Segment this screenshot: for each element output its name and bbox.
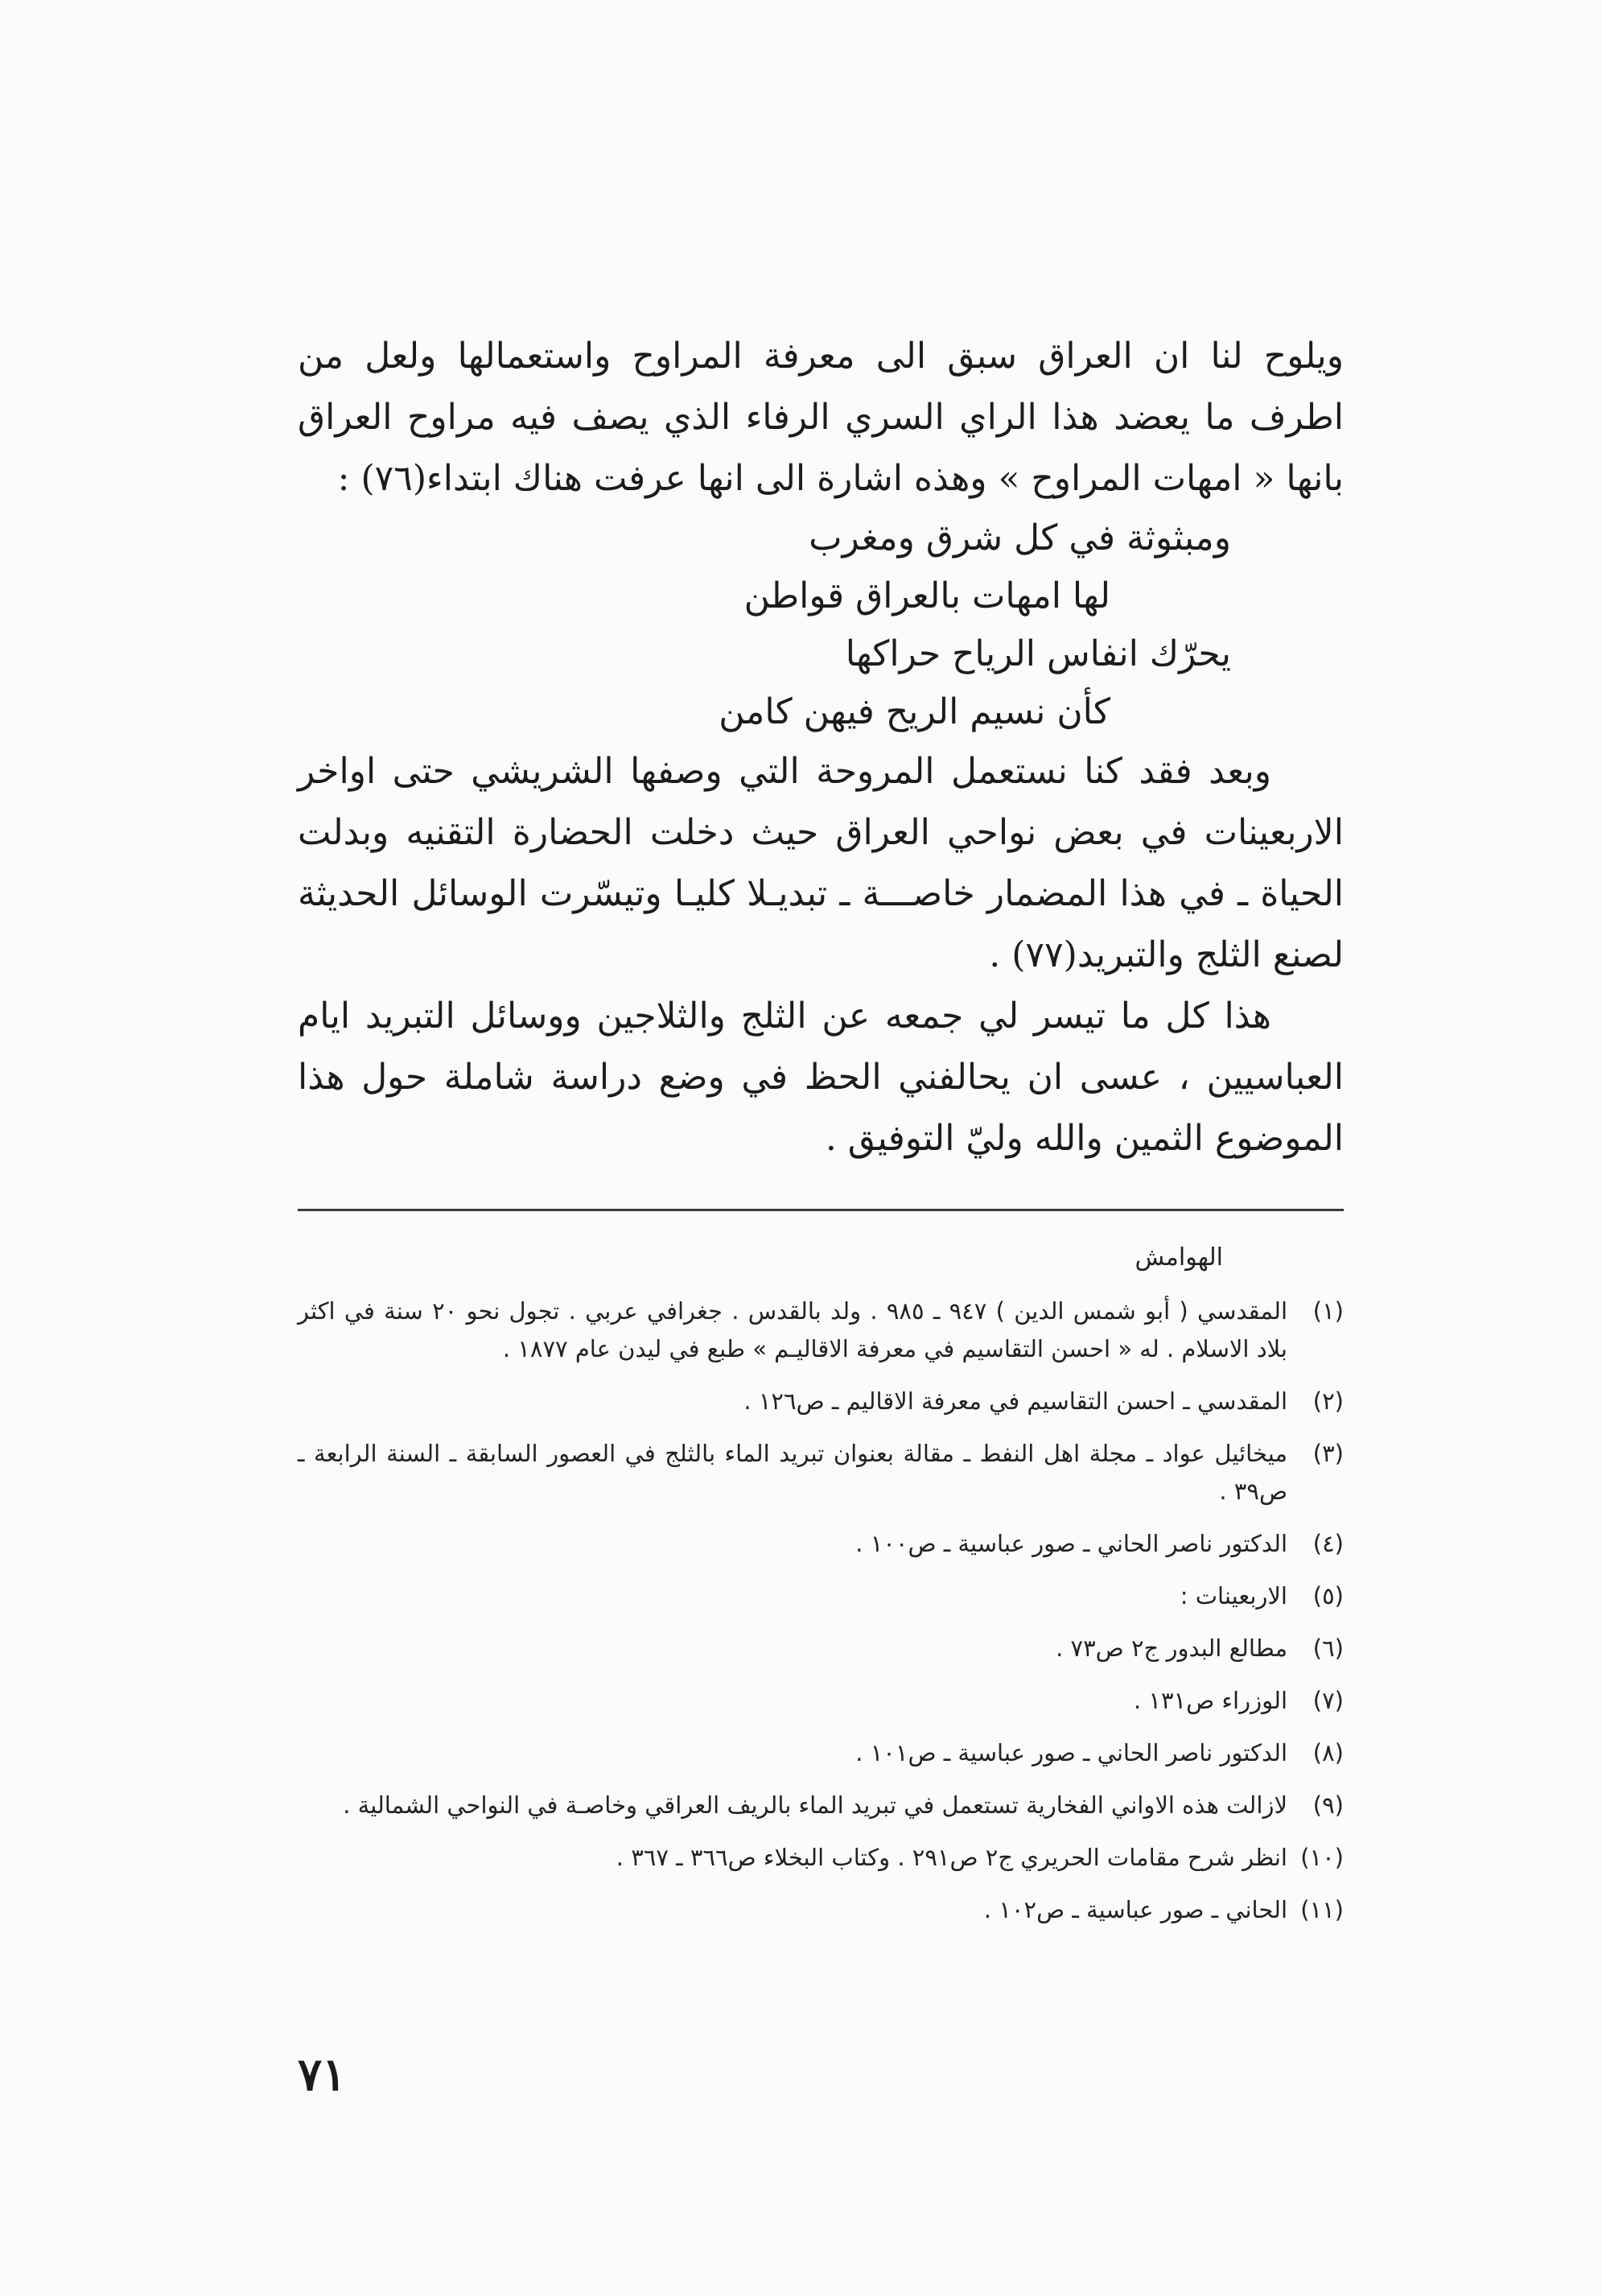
footnote xyxy=(298,1787,1344,1824)
footnote-number: (١٠) xyxy=(1300,1844,1344,1871)
footnote-text: انظر شرح مقامات الحريري ج٢ ص٢٩١ . وكتاب البخلاء ص٣٦٦ ـ ٣٦٧ . xyxy=(616,1844,1287,1871)
footnote xyxy=(298,1630,1344,1667)
footnote-text: ميخائيل عواد ـ مجلة اهل النفط ـ مقالة بعنوان تبريد الماء بالثلج في العصور السابقة ـ السنة الرابعة ـ ص٣٩ . xyxy=(298,1440,1287,1505)
footnotes xyxy=(298,1231,1344,1944)
paragraph-2: وبعد فقد كنا نستعمل المروحة التي وصفها الشريشي حتى اواخر الاربعينات في بعض نواحي العراق حيث دخلت الحضارة التقنيه وبدلت الحياة ـ في هذا المضمار خاصـــة ـ تبديـلا كليـا وتيسّرت الوسائل الحديثة لصنع الثلج والتبريد(٧٧) . xyxy=(298,751,1345,975)
footnote-text: الدكتور ناصر الحاني ـ صور عباسية ـ ص١٠١ . xyxy=(855,1739,1287,1766)
footnote-number: (٦) xyxy=(1312,1634,1344,1662)
verse-line-4: كأن نسيم الريح فيهن كامن xyxy=(719,691,1110,732)
footnote xyxy=(298,1435,1344,1511)
footnote-separator xyxy=(298,1209,1344,1211)
footnote-number: (٢) xyxy=(1312,1387,1344,1415)
footnote-number: (١١) xyxy=(1300,1896,1344,1923)
footnote xyxy=(298,1682,1344,1720)
verse-line-2: لها امهات بالعراق قواطن xyxy=(743,575,1110,616)
footnote-number: (٤) xyxy=(1312,1530,1344,1557)
footnote xyxy=(298,1577,1344,1615)
footnote-text: المقدسي ـ احسن التقاسيم في معرفة الاقاليم ـ ص١٢٦ . xyxy=(743,1387,1287,1415)
footnote-number: (٨) xyxy=(1312,1739,1344,1766)
footnote-text: لازالت هذه الاواني الفخارية تستعمل في تبريد الماء بالريف العراقي وخاصـة في النواحي الشمالية . xyxy=(343,1791,1287,1819)
verse-line-3: يحرّك انفاس الرياح حراكها xyxy=(845,633,1231,674)
paragraph-3: هذا كل ما تيسر لي جمعه عن الثلج والثلاجين ووسائل التبريد ايام العباسيين ، عسى ان يحالفني الحظ في وضع دراسة شاملة حول هذا الموضوع الثمين والله وليّ التوفيق . xyxy=(298,995,1344,1159)
footnote xyxy=(298,1839,1344,1877)
footnote-text: الوزراء ص١٣١ . xyxy=(1133,1687,1287,1714)
footnotes-title: الهوامش xyxy=(1135,1243,1223,1272)
footnote-text: المقدسي ( أبو شمس الدين ) ٩٤٧ ـ ٩٨٥ . ولد بالقدس . جغرافي عربي . تجول نحو ٢٠ سنة في اكثر بلاد الاسلام . له « احسن التقاسيم في معرفة الاقاليـم » طبع في ليدن عام ١٨٧٧ . xyxy=(298,1297,1288,1362)
page-number: ٧١ xyxy=(298,2048,347,2101)
footnote-number: (٣) xyxy=(1312,1440,1344,1467)
footnote-number: (١) xyxy=(1312,1297,1344,1325)
footnote-text: الحاني ـ صور عباسية ـ ص١٠٢ . xyxy=(983,1896,1287,1923)
verse-line-1: ومبثوثة في كل شرق ومغرب xyxy=(809,517,1231,559)
footnote-number: (٧) xyxy=(1312,1687,1344,1714)
footnote xyxy=(298,1525,1344,1563)
footnote xyxy=(298,1383,1344,1420)
paragraph-1: ويلوح لنا ان العراق سبق الى معرفة المراوح واستعمالها ولعل من اطرف ما يعضد هذا الراي السري الرفاء الذي يصف فيه مراوح العراق بانها « امهات المراوح » وهذه اشارة الى انها عرفت هناك ابتداء(٧٦) : xyxy=(298,336,1344,499)
footnote-text: الدكتور ناصر الحاني ـ صور عباسية ـ ص١٠٠ . xyxy=(855,1530,1287,1557)
footnote xyxy=(298,1891,1344,1929)
main-text xyxy=(298,326,1344,1169)
footnote xyxy=(298,1734,1344,1772)
footnote-text: مطالع البدور ج٢ ص٧٣ . xyxy=(1056,1634,1287,1662)
footnote-text: الاربعينات : xyxy=(1180,1582,1287,1610)
footnote-number: (٩) xyxy=(1312,1791,1344,1819)
footnote xyxy=(298,1292,1344,1368)
footnote-number: (٥) xyxy=(1312,1582,1344,1610)
